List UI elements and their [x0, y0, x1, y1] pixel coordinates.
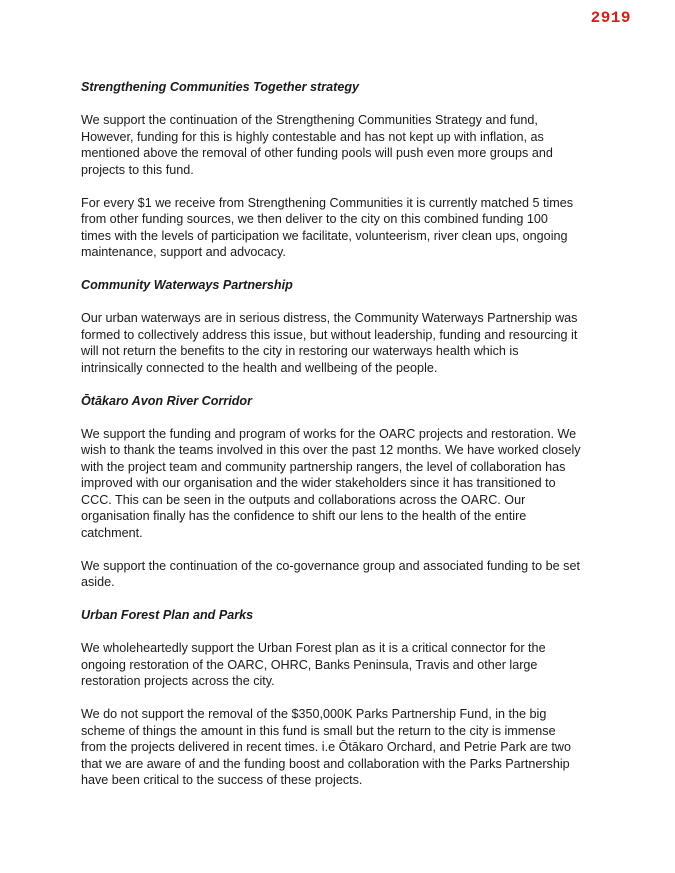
document-body — [81, 79, 581, 805]
section-otakaro-avon-river-corridor — [81, 393, 581, 591]
section-strengthening-communities — [81, 79, 581, 261]
paragraph: For every $1 we receive from Strengthening Communities it is currently matched 5 times from other funding sources, we then deliver to the city on this combined funding 100 times with the levels of participation we facilitate, volunteerism, river clean ups, ongoing maintenance, support and advocacy. — [81, 195, 574, 259]
section-community-waterways — [81, 277, 581, 376]
paragraph: We support the funding and program of works for the OARC projects and restoration. We wish to thank the teams involved in this over the past 12 months. We have worked closely with the project team and community partnership rangers, the level of collaboration has improved with our organisation and the wider stakeholders since it has transitioned to CCC. This can be seen in the outputs and collaborations across the OARC. Our organisation finally has the confidence to shift our lens to the health of the entire catchment. — [81, 426, 581, 540]
paragraph: Our urban waterways are in serious distress, the Community Waterways Partnership was formed to collectively address this issue, but without leadership, funding and resourcing it will not return the benefits to the city in restoring our waterways health which is intrinsically connected to the health and wellbeing of the people. — [81, 311, 578, 375]
section-heading: Urban Forest Plan and Parks — [81, 608, 254, 622]
section-heading: Community Waterways Partnership — [81, 278, 293, 292]
section-heading: Strengthening Communities Together strategy — [81, 80, 360, 94]
paragraph: We support the continuation of the co-governance group and associated funding to be set aside. — [81, 558, 580, 589]
paragraph: We wholeheartedly support the Urban Forest plan as it is a critical connector for the ongoing restoration of the OARC, OHRC, Banks Peninsula, Travis and other large restoration projects across the city. — [81, 641, 546, 688]
paragraph: We support the continuation of the Strengthening Communities Strategy and fund, However, funding for this is highly contestable and has not kept up with inflation, as mentioned above the removal of other funding pools will push even more groups and projects to this fund. — [81, 113, 553, 177]
section-heading: Ōtākaro Avon River Corridor — [81, 393, 252, 408]
section-urban-forest-parks — [81, 607, 581, 789]
page-number: 2919 — [590, 9, 631, 27]
paragraph: We do not support the removal of the $350,000K Parks Partnership Fund, in the big scheme of things the amount in this fund is small but the return to the city is immense from the projects delivered in recent times. i.e Ōtākaro Orchard, and Petrie Park are two that we are aware of and the funding boost and collaboration with the Parks Partnership have been critical to the success of these projects. — [81, 707, 571, 787]
